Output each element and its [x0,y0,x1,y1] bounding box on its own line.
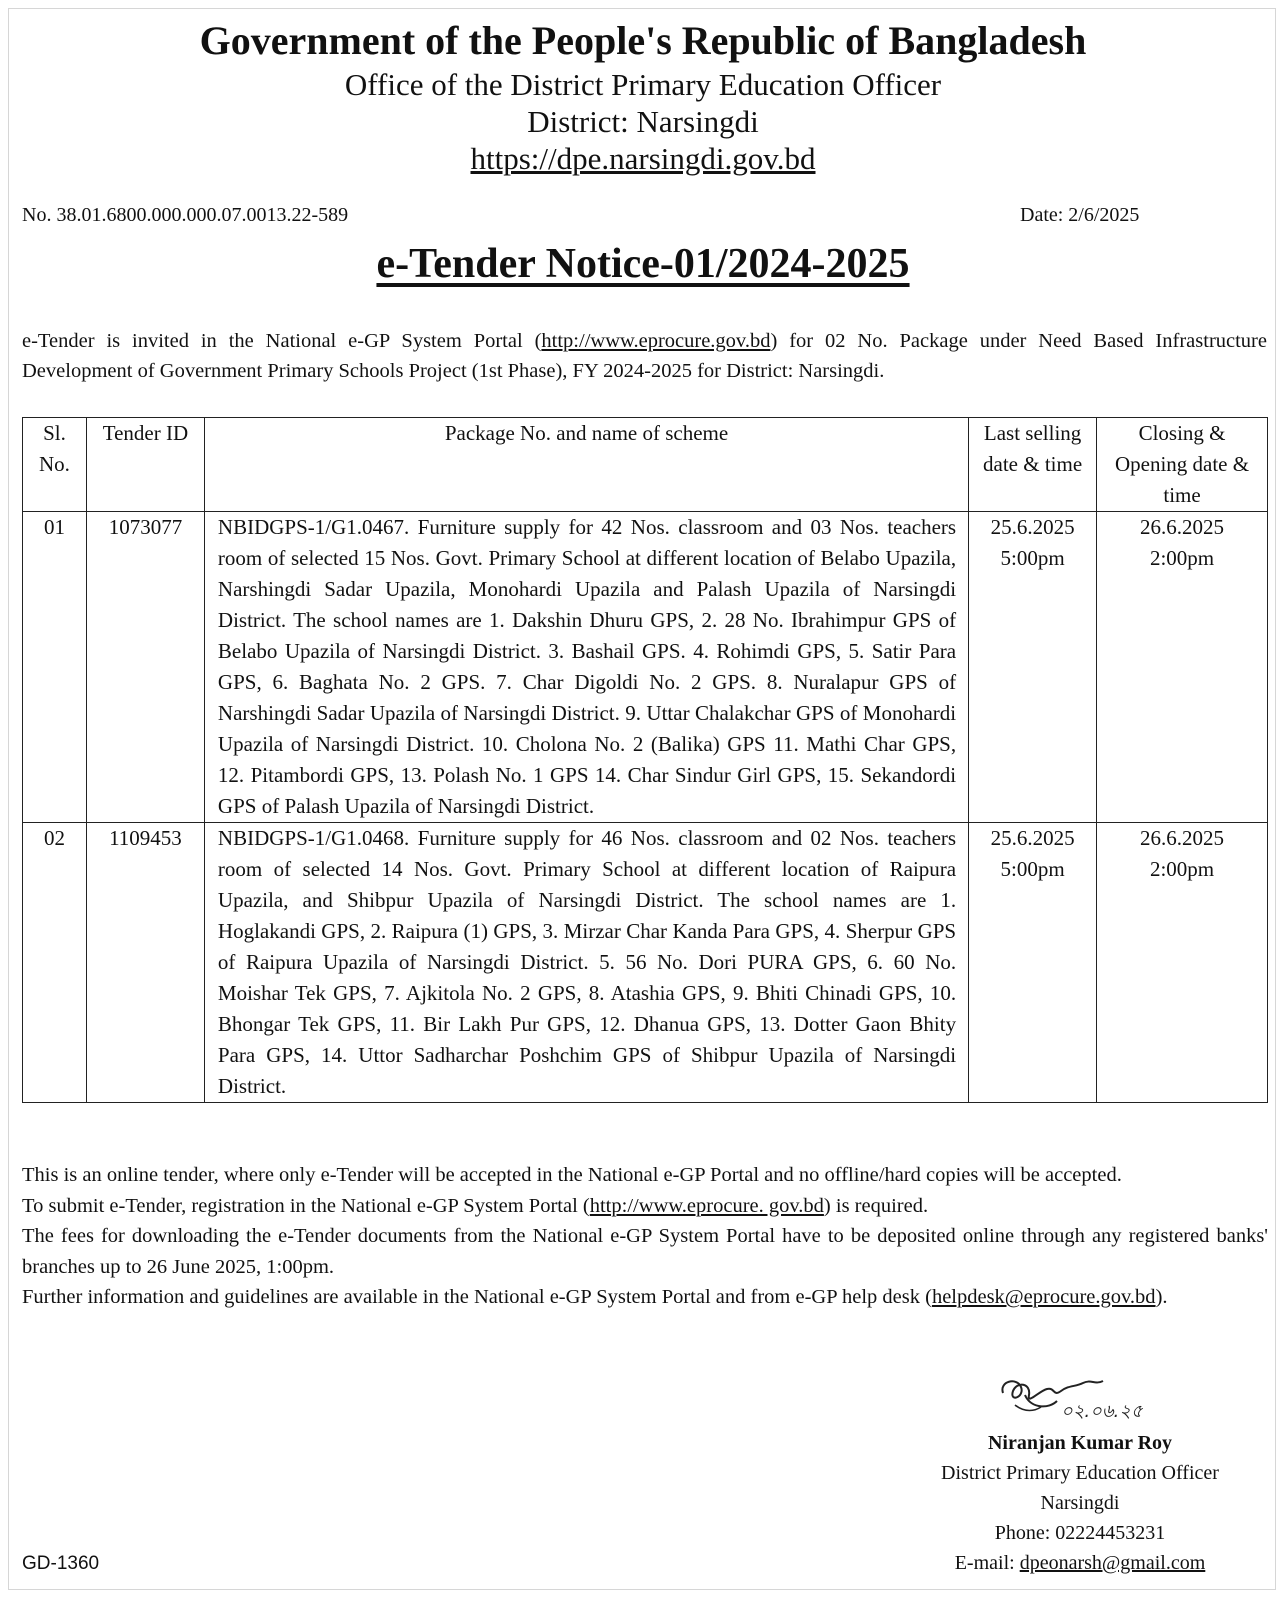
signatory-phone: Phone: 02224453231 [994,1522,1166,1544]
last-selling-time: 5:00pm [1000,857,1065,881]
signatory-email-link[interactable]: dpeonarsh@gmail.com [1019,1552,1206,1574]
helpdesk-email-link[interactable]: helpdesk@eprocure.gov.bd [931,1286,1156,1308]
row-sl: 02 [23,823,87,1103]
col-header-sl: Sl. No. [23,418,87,512]
document-code: GD-1360 [22,1553,100,1574]
memo-number: No. 38.01.6800.000.000.07.0013.22-589 [22,204,349,226]
note-registration-text-2: ) is required. [823,1194,929,1217]
note-further-text-1: Further information and guidelines are available in the National e-GP System Portal and from e-GP help desk ( [22,1286,932,1308]
col-header-tender-id: Tender ID [86,418,204,512]
signatory-email [900,1548,1260,1578]
row-tender-id: 1109453 [86,823,204,1103]
table-row [23,512,1268,823]
table-header-row [23,418,1268,512]
row-scheme: NBIDGPS-1/G1.0468. Furniture supply for 46 Nos. classroom and 02 Nos. teachers room of selected 14 Nos. Govt. Primary School at different location of Raipura Upazila, and Shibpur Upazila of Narsingdi District. The school names are 1. Hoglakandi GPS, 2. Raipura (1) GPS, 3. Mirzar Char Kanda Para GPS, 4. Sherpur GPS of Raipura Upazila of Narsingdi District. 5. 56 No. Dori PURA GPS, 6. 60 No. Moishar Tek GPS, 7. Ajkitola No. 2 GPS, 8. Atashia GPS, 9. Bhiti Chinadi GPS, 10. Bhongar Tek GPS, 11. Bir Lakh Pur GPS, 12. Dhanua GPS, 13. Dotter Gaon Bhity Para GPS, 14. Uttor Sadharchar Poshchim GPS of Shibpur Upazila of Narsingdi District. [204,823,968,1103]
note-registration-text-1: To submit e-Tender, registration in the National e-GP System Portal ( [22,1194,590,1217]
closing-time: 2:00pm [1149,546,1215,570]
eprocure-link[interactable]: http://www.eprocure.gov.bd [541,330,771,352]
table-row [23,823,1268,1103]
notice-title [0,238,1286,290]
note-further-info [22,1282,1268,1313]
office-website-link[interactable]: https://dpe.narsingdi.gov.bd [470,141,816,176]
email-label: E-mail: [954,1552,1020,1574]
notice-date: Date: 2/6/2025 [1020,204,1140,226]
last-selling-date: 25.6.2025 [990,515,1075,539]
tender-table [22,417,1268,1103]
signature-date: ০২.০৬.২৫ [1061,1401,1143,1422]
note-online: This is an online tender, where only e-Tender will be accepted in the National e-GP Portal and no offline/hard copies will be accepted. [22,1164,1122,1186]
closing-date: 26.6.2025 [1140,515,1225,539]
signatory-block [900,1428,1260,1578]
col-header-last-selling: Last selling date & time [969,418,1097,512]
signatory-designation: District Primary Education Officer [941,1462,1219,1484]
row-closing-opening [1097,512,1268,823]
government-heading: Government of the People's Republic of Bangladesh [199,18,1087,63]
note-registration [22,1191,1268,1222]
row-last-selling [969,823,1097,1103]
col-header-package: Package No. and name of scheme [204,418,968,512]
row-sl: 01 [23,512,87,823]
intro-paragraph [22,326,1267,386]
last-selling-date: 25.6.2025 [990,826,1075,850]
handwritten-signature [995,1365,1175,1435]
signatory-name: Niranjan Kumar Roy [987,1432,1173,1454]
office-name: Office of the District Primary Education Officer [344,67,942,102]
eprocure-link-2[interactable]: http://www.eprocure. gov.bd [589,1194,824,1217]
intro-text-1: e-Tender is invited in the National e-GP System Portal ( [22,330,542,352]
notice-title-text: e-Tender Notice-01/2024-2025 [376,241,910,287]
tender-notes [22,1160,1268,1313]
row-closing-opening [1097,823,1268,1103]
closing-date: 26.6.2025 [1140,826,1225,850]
signatory-location: Narsingdi [1040,1492,1120,1514]
row-tender-id: 1073077 [86,512,204,823]
note-further-text-2: ). [1155,1286,1168,1308]
note-fees: The fees for downloading the e-Tender documents from the National e-GP System Portal have to be deposited online through any registered banks' branches up to 26 June 2025, 1:00pm. [22,1225,1268,1278]
closing-time: 2:00pm [1149,857,1215,881]
row-last-selling [969,512,1097,823]
office-website [0,140,1286,177]
col-header-closing-opening: Closing & Opening date & time [1097,418,1268,512]
intro-text-2: ) for 02 No. Package under Need Based Infrastructure Development of Government Primary Schools Project (1st Phase), FY 2024-2025 for District: Narsingdi. [22,330,1267,382]
row-scheme: NBIDGPS-1/G1.0467. Furniture supply for 42 Nos. classroom and 03 Nos. teachers room of selected 15 Nos. Govt. Primary School at different location of Belabo Upazila, Narshingdi Sadar Upazila, Monohardi Upazila and Palash Upazila of Narsingdi District. The school names are 1. Dakshin Dhuru GPS, 2. 28 No. Ibrahimpur GPS of Belabo Upazila of Narsingdi District. 3. Bashail GPS. 4. Rohimdi GPS, 5. Satir Para GPS, 6. Baghata No. 2 GPS. 7. Char Digoldi No. 2 GPS. 8. Nuralapur GPS of Narshingdi Sadar Upazila of Narsingdi District. 9. Uttar Chalakchar GPS of Monohardi Upazila of Narsingdi District. 10. Cholona No. 2 (Balika) GPS 11. Mathi Char GPS, 12. Pitambordi GPS, 13. Polash No. 1 GPS 14. Char Sindur Girl GPS, 15. Sekandordi GPS of Palash Upazila of Narsingdi District. [204,512,968,823]
last-selling-time: 5:00pm [1000,546,1065,570]
district-name: District: Narsingdi [527,104,759,139]
letterhead [0,16,1286,177]
